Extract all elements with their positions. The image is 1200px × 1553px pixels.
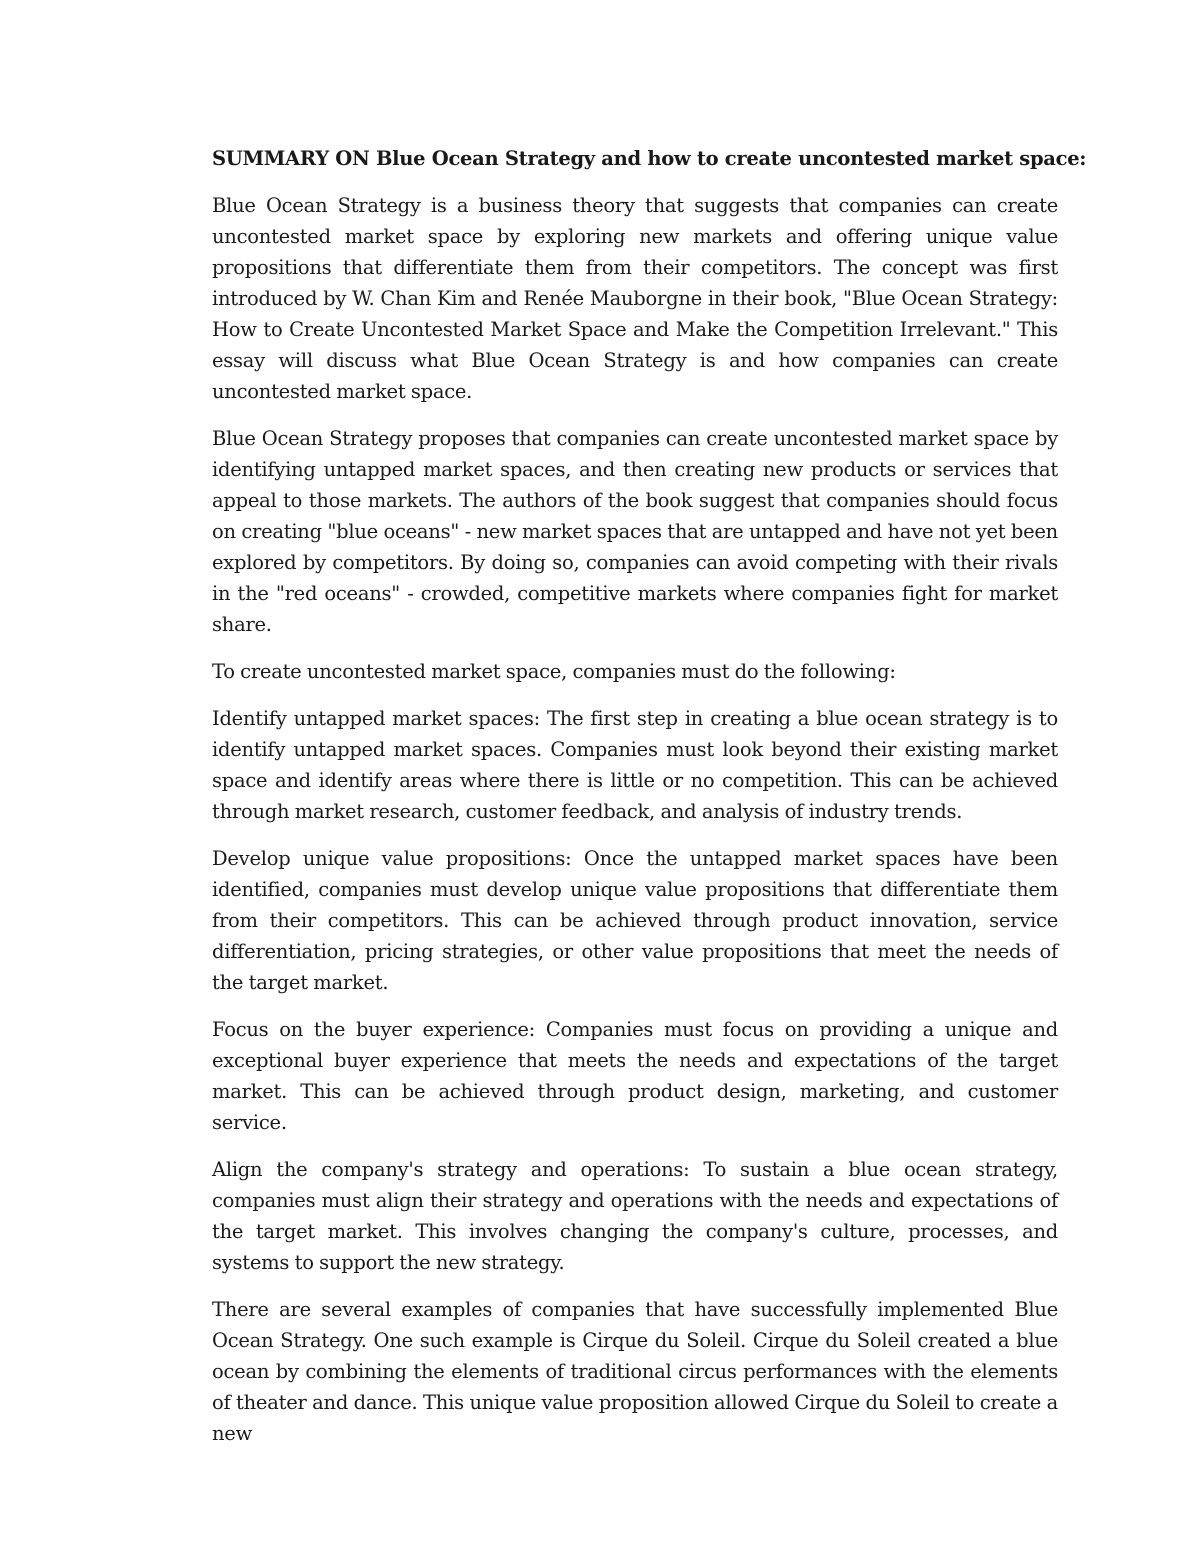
- paragraph-strategy-overview: Blue Ocean Strategy proposes that companies can create uncontested market space by identifying untapped market spaces, and then creating new products or services that appeal to those markets. The authors of the book suggest that companies should focus on creating "blue oceans" - new market spaces that are untapped and have not yet been explored by competitors. By doing so, companies can avoid competing with their rivals in the "red oceans" - crowded, competitive markets where companies fight for market share.: [212, 427, 1058, 636]
- paragraph-align-strategy: Align the company's strategy and operations: To sustain a blue ocean strategy, companies must align their strategy and operations with the needs and expectations of the target market. This involves changing the company's culture, processes, and systems to support the new strategy.: [212, 1158, 1058, 1274]
- document-body: [212, 143, 1087, 1449]
- document-title: SUMMARY ON Blue Ocean Strategy and how to create uncontested market space:: [212, 147, 1087, 170]
- paragraph-buyer-experience: Focus on the buyer experience: Companies must focus on providing a unique and exceptional buyer experience that meets the needs and expectations of the target market. This can be achieved through product design, marketing, and customer service.: [212, 1018, 1058, 1134]
- paragraph-steps-intro: To create uncontested market space, companies must do the following:: [212, 660, 896, 683]
- paragraph-identify-spaces: Identify untapped market spaces: The first step in creating a blue ocean strategy is to identify untapped market spaces. Companies must look beyond their existing market space and identify areas where there is little or no competition. This can be achieved through market research, customer feedback, and analysis of industry trends.: [212, 707, 1058, 823]
- paragraph-intro: Blue Ocean Strategy is a business theory that suggests that companies can create uncontested market space by exploring new markets and offering unique value propositions that differentiate them from their competitors. The concept was first introduced by W. Chan Kim and Renée Mauborgne in their book, "Blue Ocean Strategy: How to Create Uncontested Market Space and Make the Competition Irrelevant." This essay will discuss what Blue Ocean Strategy is and how companies can create uncontested market space.: [212, 194, 1058, 403]
- paragraph-value-propositions: Develop unique value propositions: Once the untapped market spaces have been identified, companies must develop unique value propositions that differentiate them from their competitors. This can be achieved through product innovation, service differentiation, pricing strategies, or other value propositions that meet the needs of the target market.: [212, 847, 1058, 994]
- paragraph-examples: There are several examples of companies that have successfully implemented Blue Ocean Strategy. One such example is Cirque du Soleil. Cirque du Soleil created a blue ocean by combining the elements of traditional circus performances with the elements of theater and dance. This unique value proposition allowed Cirque du Soleil to create a new: [212, 1298, 1058, 1445]
